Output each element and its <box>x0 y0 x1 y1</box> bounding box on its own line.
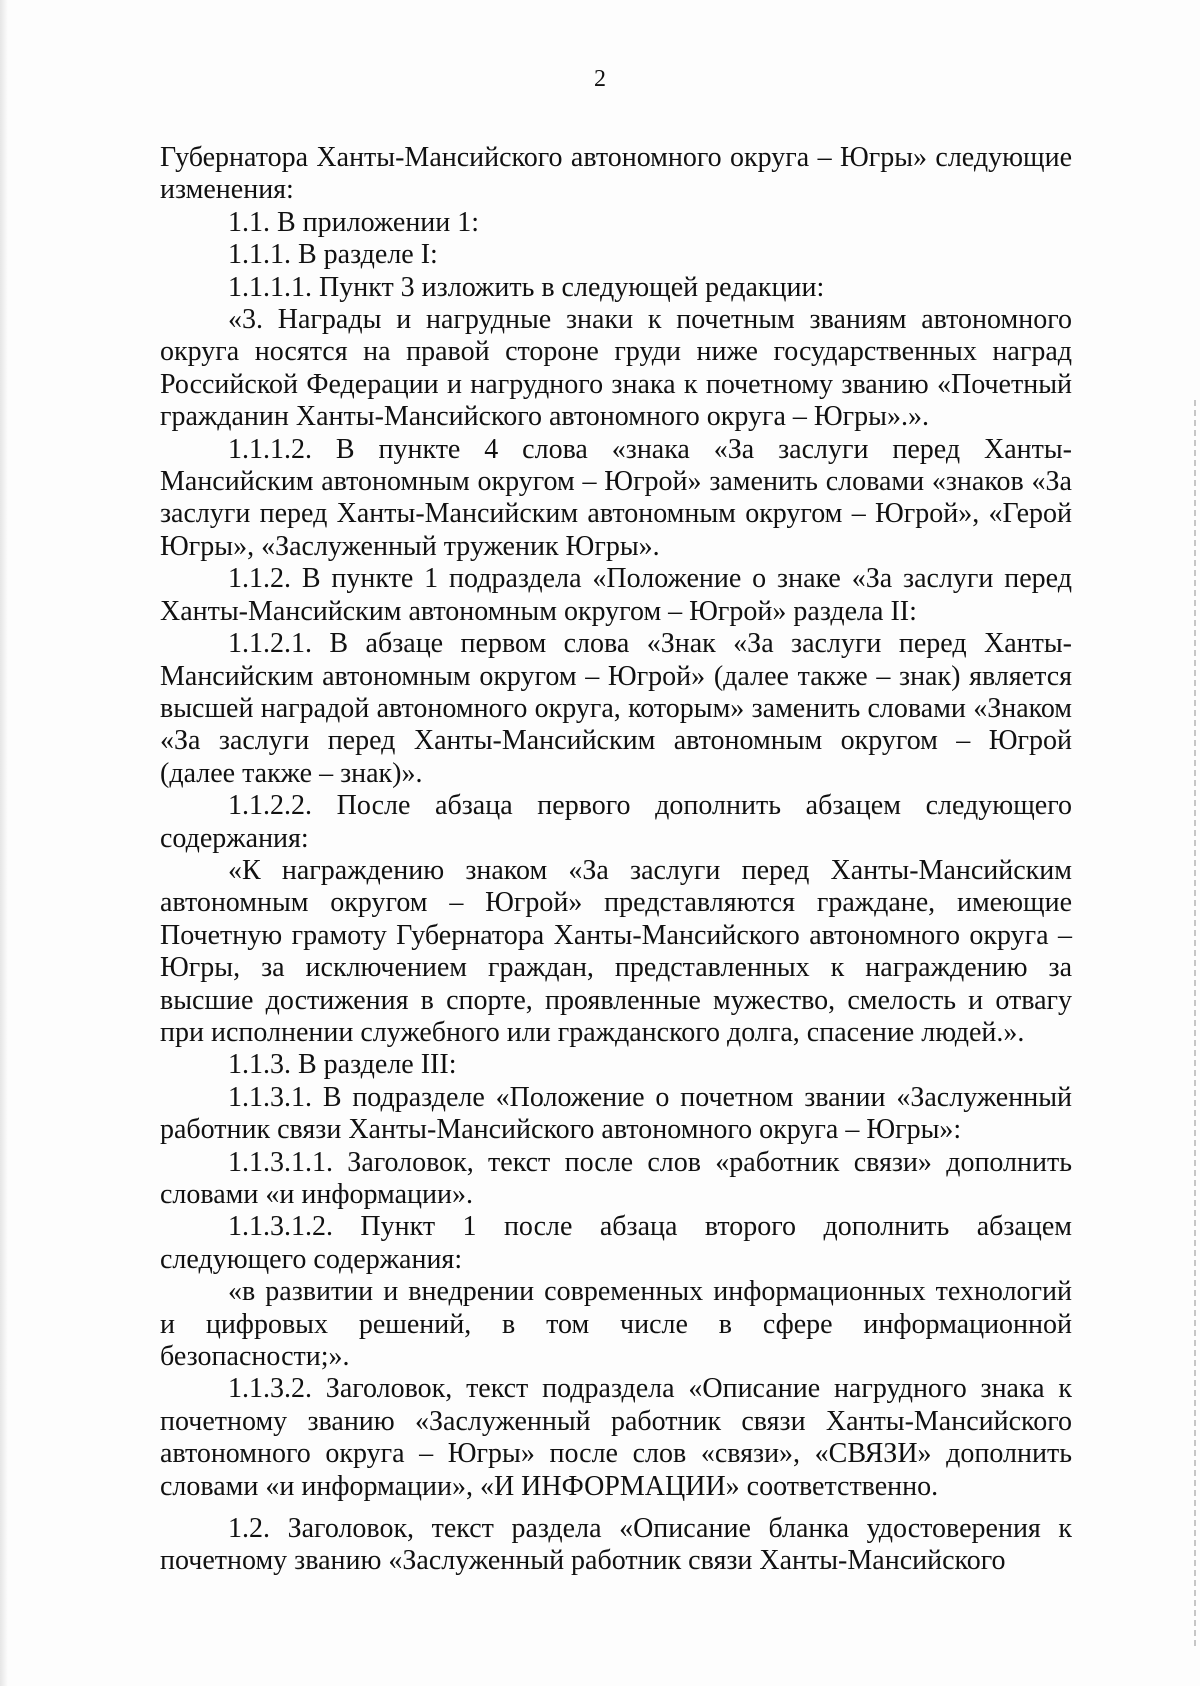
paragraph-1-1-3-1: 1.1.3.1. В подразделе «Положение о почетном звании «Заслуженный работник связи Ханты-Мансийского автономного округа – Югры»: <box>160 1081 1072 1146</box>
paragraph-1-1-3-1-2: 1.1.3.1.2. Пункт 1 после абзаца второго дополнить абзацем следующего содержания: <box>160 1211 1072 1275</box>
paragraph-continuation: Губернатора Ханты-Мансийского автономного округа – Югры» следующие изменения: <box>160 142 1072 206</box>
paragraph-1-1-1-1: 1.1.1.1. Пункт 3 изложить в следующей редакции: <box>228 271 825 303</box>
paragraph-1-1-3-1-1: 1.1.3.1.1. Заголовок, текст после слов «работник связи» дополнить словами «и информации». <box>160 1146 1072 1210</box>
paragraph-1-1-2: 1.1.2. В пункте 1 подраздела «Положение о знаке «За заслуги перед Ханты-Мансийским автономным округом – Югрой» раздела II: <box>160 563 1072 627</box>
paragraph-1-1: 1.1. В приложении 1: <box>228 206 480 238</box>
paragraph-quote-3: «3. Награды и нагрудные знаки к почетным званиям автономного округа носятся на правой стороне груди ниже государственных наград Российской Федерации и нагрудного знака к почетному званию «Почетный гражданин Ханты-Мансийского автономного округа – Югры».». <box>160 304 1072 433</box>
scan-edge-right <box>1194 400 1196 1650</box>
paragraph-1-1-3: 1.1.3. В разделе III: <box>228 1049 457 1081</box>
paragraph-1-1-2-1: 1.1.2.1. В абзаце первом слова «Знак «За заслуги перед Ханты-Мансийским автономным округом – Югрой» (далее также – знак) является высшей наградой автономного округа, которым» заменить словами «Знаком «За заслуги перед Ханты-Мансийским автономным округом – Югрой (далее также – знак)». <box>160 628 1072 789</box>
scan-edge-left <box>0 0 8 1686</box>
paragraph-1-1-2-2: 1.1.2.2. После абзаца первого дополнить абзацем следующего содержания: <box>160 790 1072 854</box>
paragraph-quote-tech: «в развитии и внедрении современных информационных технологий и цифровых решений, в том числе в сфере информационной безопасности;». <box>160 1276 1072 1373</box>
paragraph-1-1-1: 1.1.1. В разделе I: <box>228 239 438 271</box>
document-body <box>160 142 1072 1578</box>
paragraph-1-1-3-2: 1.1.3.2. Заголовок, текст подраздела «Описание нагрудного знака к почетному званию «Заслуженный работник связи Ханты-Мансийского автономного округа – Югры» после слов «связи», «СВЯЗИ» дополнить словами «и информации», «И ИНФОРМАЦИИ» соответственно. <box>160 1373 1072 1502</box>
page-number: 2 <box>594 66 606 92</box>
paragraph-quote-award: «К награждению знаком «За заслуги перед Ханты-Мансийским автономным округом – Югрой» представляются граждане, имеющие Почетную грамоту Губернатора Ханты-Мансийского автономного округа – Югры, за исключением граждан, представленных к награждению за высшие достижения в спорте, проявленные мужество, смелость и отвагу при исполнении служебного или гражданского долга, спасение людей.». <box>160 854 1072 1048</box>
paragraph-1-1-1-2: 1.1.1.2. В пункте 4 слова «знака «За заслуги перед Ханты-Мансийским автономным округом – Югрой» заменить словами «знаков «За заслуги перед Ханты-Мансийским автономным округом – Югрой», «Герой Югры», «Заслуженный труженик Югры». <box>160 433 1072 562</box>
paragraph-1-2: 1.2. Заголовок, текст раздела «Описание бланка удостоверения к почетному званию «Заслуженный работник связи Ханты-Мансийского <box>160 1513 1072 1577</box>
